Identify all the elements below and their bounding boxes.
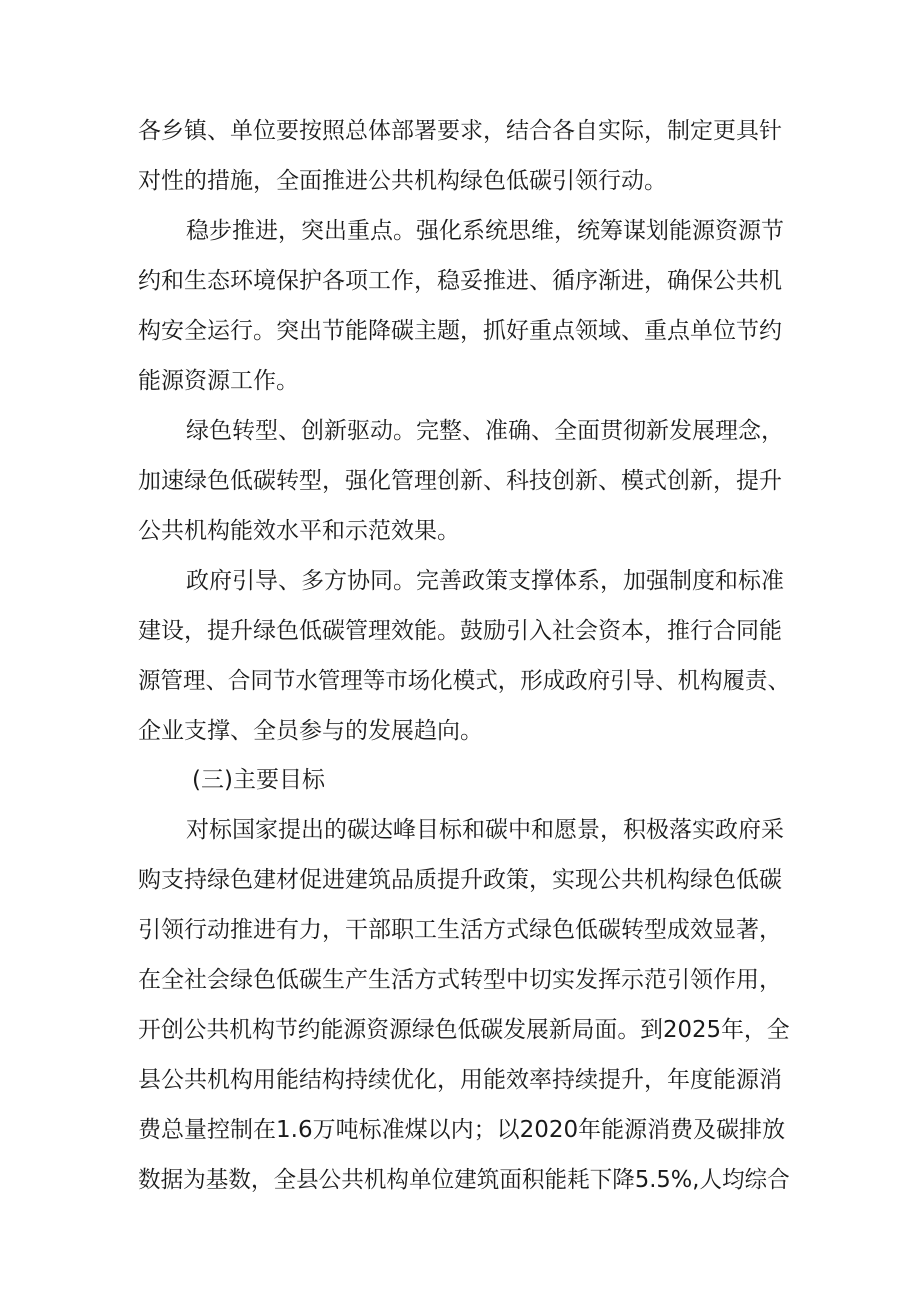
text-line: 加速绿色低碳转型，强化管理创新、科技创新、模式创新，提升 bbox=[138, 468, 782, 494]
text-line: 县公共机构用能结构持续优化，用能效率持续提升，年度能源消 bbox=[138, 1067, 782, 1093]
text-line: 开创公共机构节约能源资源绿色低碳发展新局面。到2025年，全 bbox=[138, 1017, 790, 1043]
text-line: 企业支撑、全员参与的发展趋向。 bbox=[138, 718, 483, 744]
text-line: 购支持绿色建材促进建筑品质提升政策，实现公共机构绿色低碳 bbox=[138, 867, 782, 893]
paragraph-heading-line: 对标国家提出的碳达峰目标和碳中和愿景，积极落实政府采 bbox=[186, 817, 784, 843]
text-line: 引领行动推进有力，干部职工生活方式绿色低碳转型成效显著， bbox=[138, 917, 782, 943]
text-line: 数据为基数，全县公共机构单位建筑面积能耗下降5.5%,人均综合 bbox=[138, 1167, 790, 1193]
text-line: 费总量控制在1.6万吨标准煤以内；以2020年能源消费及碳排放 bbox=[138, 1117, 786, 1143]
text-line: 约和生态环境保护各项工作，稳妥推进、循序渐进，确保公共机 bbox=[138, 268, 782, 294]
paragraph-heading-line: 稳步推进，突出重点。强化系统思维，统筹谋划能源资源节 bbox=[186, 218, 784, 244]
section-heading: (三)主要目标 bbox=[192, 767, 325, 793]
paragraph-heading-line: 绿色转型、创新驱动。完整、准确、全面贯彻新发展理念， bbox=[186, 418, 784, 444]
text-line: 构安全运行。突出节能降碳主题，抓好重点领域、重点单位节约 bbox=[138, 318, 782, 344]
text-line: 能源资源工作。 bbox=[138, 368, 299, 394]
text-line: 对性的措施，全面推进公共机构绿色低碳引领行动。 bbox=[138, 168, 667, 194]
text-line: 建设，提升绿色低碳管理效能。鼓励引入社会资本，推行合同能 bbox=[138, 618, 782, 644]
paragraph-heading-line: 政府引导、多方协同。完善政策支撑体系，加强制度和标准 bbox=[186, 568, 784, 594]
text-line: 在全社会绿色低碳生产生活方式转型中切实发挥示范引领作用， bbox=[138, 967, 782, 993]
text-line: 公共机构能效水平和示范效果。 bbox=[138, 518, 460, 544]
text-line: 源管理、合同节水管理等市场化模式，形成政府引导、机构履责、 bbox=[138, 668, 790, 694]
text-line: 各乡镇、单位要按照总体部署要求，结合各自实际，制定更具针 bbox=[138, 118, 782, 144]
